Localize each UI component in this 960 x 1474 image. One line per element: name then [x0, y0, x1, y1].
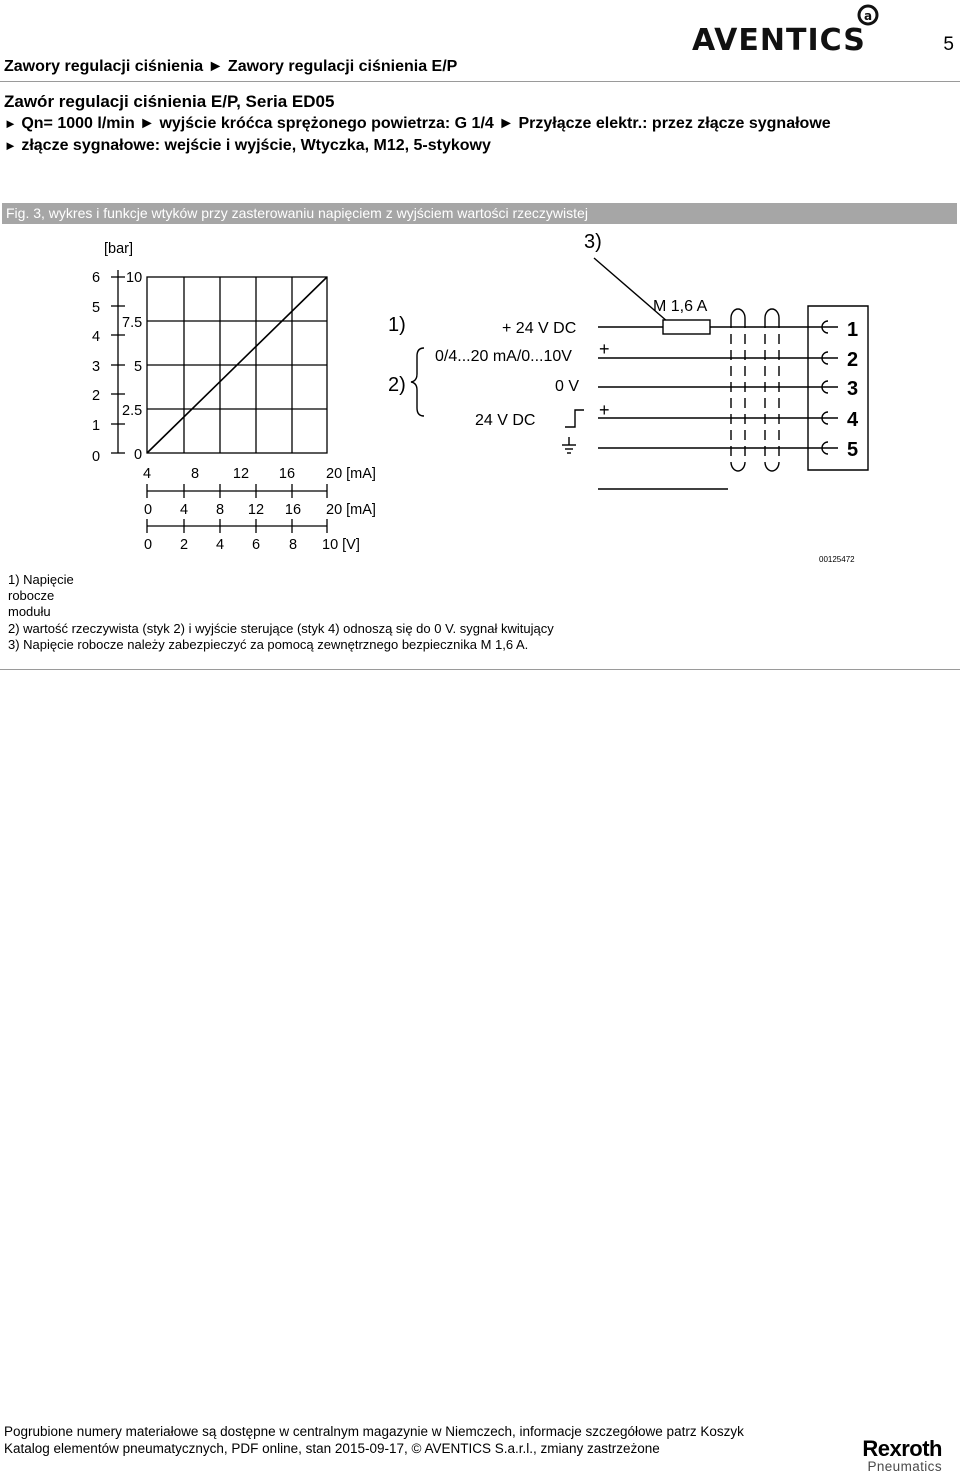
spec-line-1: [4, 115, 831, 133]
content-divider: [0, 669, 960, 670]
svg-text:a: a: [863, 9, 873, 23]
x-row3-tick: 0: [143, 537, 153, 553]
axis-a-tick: 0: [91, 449, 101, 465]
breadcrumb: Zawory regulacji ciśnienia ► Zawory regulacji ciśnienia E/P: [4, 58, 458, 75]
pneumatics-logo-text: Pneumatics: [867, 1459, 942, 1474]
pin-label: 4: [847, 409, 859, 431]
x-row2-tick: 12: [247, 502, 265, 518]
axis-a-tick: 4: [91, 329, 101, 345]
figure-diagram: [0, 224, 960, 559]
page-title: Zawór regulacji ciśnienia E/P, Seria ED05: [4, 92, 335, 111]
signal-label: 0/4...20 mA/0...10V: [435, 348, 572, 365]
aventics-logo: [692, 4, 882, 57]
note-3: 3) Napięcie robocze należy zabezpieczyć za pomocą zewnętrznego bezpiecznika M 1,6 A.: [8, 637, 529, 652]
spec-text: złącze sygnałowe: wejście i wyjście, Wtyczka, M12, 5-stykowy: [21, 137, 491, 154]
wiring-schematic: [411, 258, 868, 489]
x-row2-tick: 16: [284, 502, 302, 518]
fuse-label: M 1,6 A: [653, 298, 708, 315]
unit-bar-label: [bar]: [104, 241, 134, 257]
rexroth-logo: Rexroth: [862, 1436, 942, 1461]
plus-sign: +: [599, 400, 610, 420]
axis-b-tick: 5: [134, 359, 143, 375]
axis-b-tick: 0: [134, 447, 143, 463]
footer-line-2: Katalog elementów pneumatycznych, PDF online, stan 2015-09-17, © AVENTICS S.a.r.l., zmiany zastrzeżone: [4, 1441, 660, 1456]
graph-labels: [92, 241, 376, 553]
axis-a-tick: 1: [91, 418, 101, 434]
figure-caption: Fig. 3, wykres i funkcje wtyków przy zasterowaniu napięciem z wyjściem wartości rzeczywistej: [6, 205, 588, 221]
ref-3-label: 3): [584, 231, 602, 253]
axis-a-tick: 6: [91, 270, 101, 286]
wiring-labels: [388, 231, 859, 461]
x-row2-tick: 8: [215, 502, 225, 518]
x-row3-tick: 6: [251, 537, 261, 553]
note-1: 1) Napięcie robocze modułu: [8, 572, 74, 619]
triangle-marker-icon: ►: [4, 116, 17, 131]
axis-b-tick: 10: [126, 270, 143, 286]
x-row2-tick: 4: [179, 502, 189, 518]
x-row1-tick: 20 [mA]: [326, 466, 376, 482]
x-row1-tick: 12: [232, 466, 250, 482]
x-row2-tick: 0: [143, 502, 153, 518]
axis-a-tick: 5: [91, 300, 101, 316]
note-2: 2) wartość rzeczywista (styk 2) i wyjście sterujące (styk 4) odnoszą się do 0 V. sygnał kwitujący: [8, 621, 554, 636]
spec-line-2: [4, 137, 491, 155]
ref-1-label: 1): [388, 314, 406, 336]
supply-label: + 24 V DC: [502, 320, 577, 337]
x-row3-tick: 10 [V]: [322, 537, 360, 553]
footer-line-1: Pogrubione numery materiałowe są dostępne w centralnym magazynie w Niemczech, informacje szczegółowe patrz Koszyk: [4, 1424, 744, 1439]
plus-sign: +: [599, 339, 610, 359]
x-row1-tick: 4: [142, 466, 152, 482]
x-row3-tick: 2: [179, 537, 189, 553]
x-row2-tick: 20 [mA]: [326, 502, 376, 518]
pin-label: 3: [847, 378, 859, 400]
x-row1-tick: 8: [190, 466, 200, 482]
axis-a-tick: 3: [91, 359, 101, 375]
pin-label: 1: [847, 319, 859, 341]
zero-volt-label: 0 V: [555, 378, 580, 395]
axis-a-tick: 2: [91, 388, 101, 404]
triangle-marker-icon: ►: [4, 138, 17, 153]
spec-text: Qn= 1000 l/min ► wyjście króćca sprężonego powietrza: G 1/4 ► Przyłącze elektr.: przez złącze sygnałowe: [21, 115, 831, 132]
x-row3-tick: 4: [215, 537, 225, 553]
svg-text:AVENTICS: AVENTICS: [692, 23, 866, 52]
x-row3-tick: 8: [288, 537, 298, 553]
header-divider: [0, 81, 960, 82]
pin-label: 5: [847, 439, 859, 461]
axis-b-tick: 7.5: [122, 315, 143, 331]
ack-voltage-label: 24 V DC: [475, 412, 536, 429]
axis-b-tick: 2.5: [122, 403, 143, 419]
pin-label: 2: [847, 349, 859, 371]
characteristic-graph: [111, 270, 327, 533]
page-number: 5: [943, 34, 954, 55]
ref-2-label: 2): [388, 374, 406, 396]
x-row1-tick: 16: [278, 466, 296, 482]
figure-id: 00125472: [819, 555, 855, 564]
